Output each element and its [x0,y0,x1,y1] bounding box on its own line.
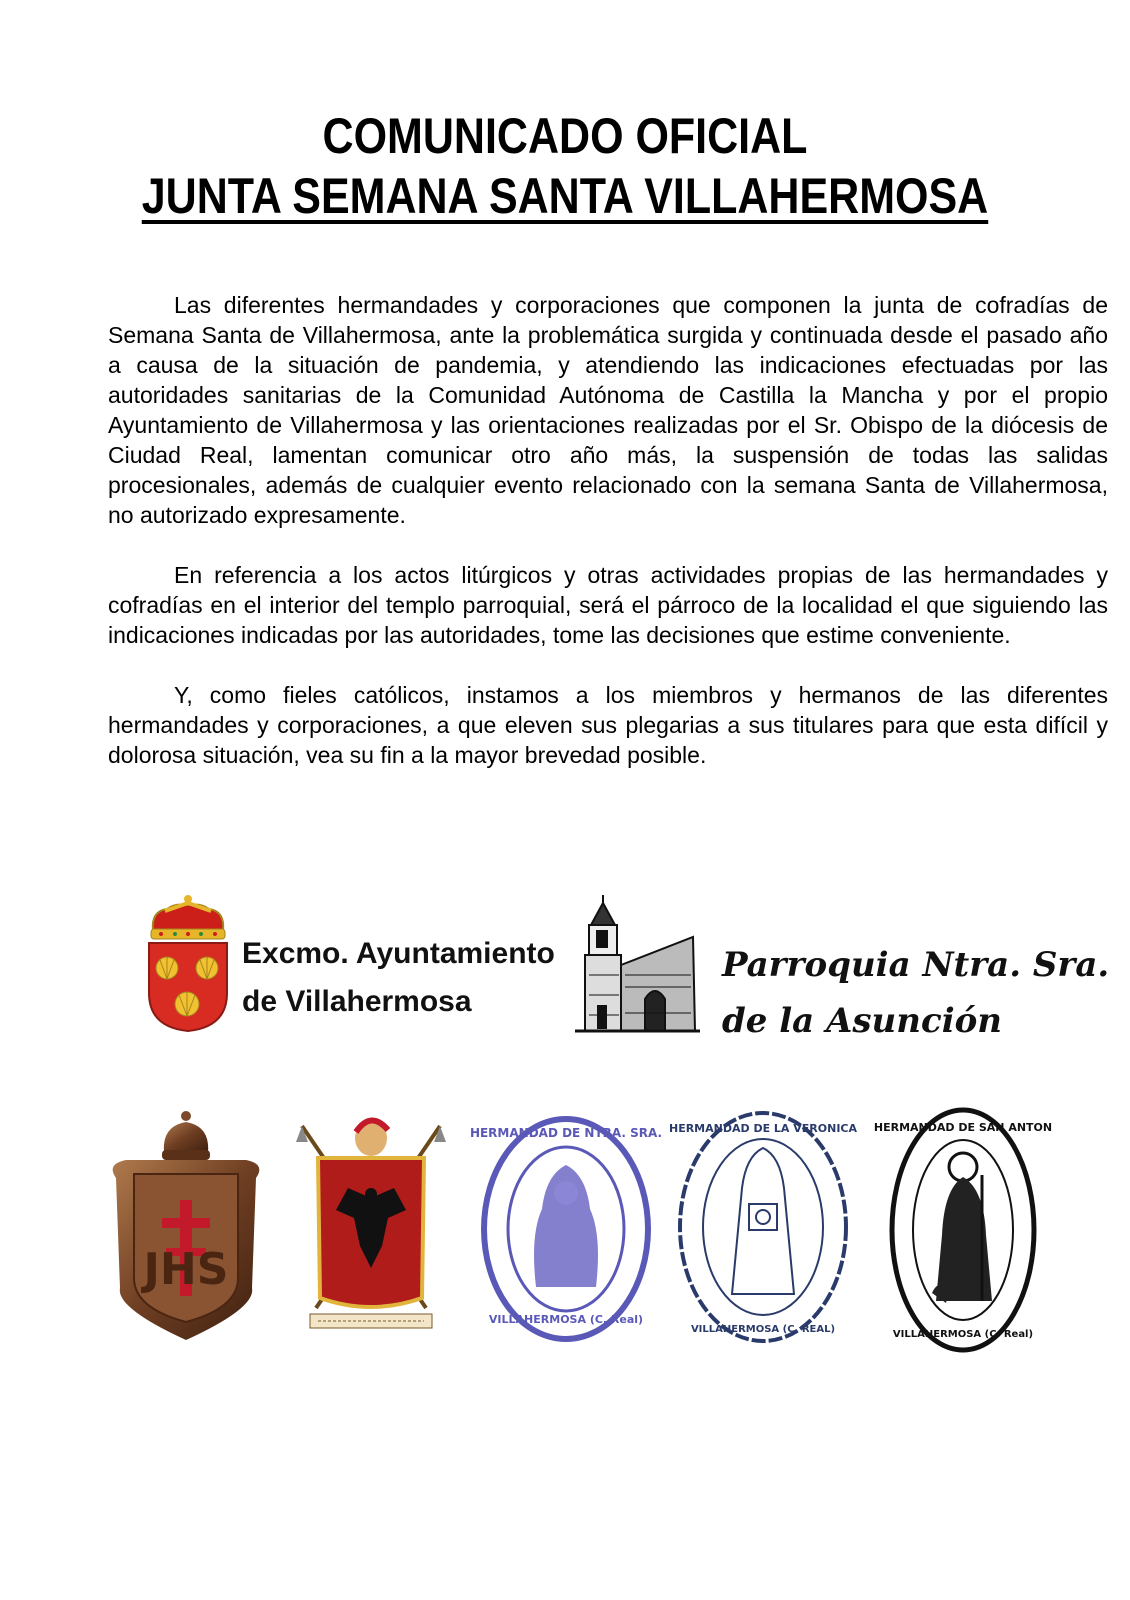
page-subtitle: JUNTA SEMANA SANTA VILLAHERMOSA [141,168,989,224]
ayuntamiento-line1: Excmo. Ayuntamiento [242,937,555,970]
svg-text:HERMANDAD DE SAN ANTON: HERMANDAD DE SAN ANTON [873,1121,1053,1134]
paragraph-2: En referencia a los actos litúrgicos y otras actividades propias de las hermandades y cofradías en el interior del templo parroquial, será el párroco de la localidad el que siguiendo las indicaciones indicadas por las autoridades, tome las decisiones que estime conveniente. [108,562,1108,648]
svg-text:HERMANDAD DE NTRA. SRA.: HERMANDAD DE NTRA. SRA. [469,1126,663,1140]
coat-of-arms-icon [145,893,231,1033]
svg-text:JHS: JHS [143,1244,229,1295]
svg-text:VILLAHERMOSA (C. Real): VILLAHERMOSA (C. Real) [892,1329,1034,1340]
paragraph-3: Y, como fieles católicos, instamos a los miembros y hermanos de las diferentes hermandades y corporaciones, a que eleven sus plegarias a sus titulares para que esta difícil y dolorosa situación, vea su fin a la mayor brevedad posible. [108,682,1108,768]
parroquia-line1: Parroquia Ntra. Sra. [722,945,1110,985]
church-icon [575,895,700,1035]
san-anton-stamp-icon [873,1105,1053,1355]
svg-text:VILLAHERMOSA (C. REAL): VILLAHERMOSA (C. REAL) [690,1324,836,1335]
ayuntamiento-name [242,930,555,1026]
page-title: COMUNICADO OFICIAL [322,108,808,164]
svg-text:HERMANDAD DE LA VERONICA: HERMANDAD DE LA VERONICA [668,1122,858,1135]
soledad-stamp-icon [469,1115,663,1343]
roman-corporation-emblem-icon [296,1118,446,1346]
parroquia-line2: de la Asunción [722,1001,1003,1041]
svg-text:VILLAHERMOSA (C. Real): VILLAHERMOSA (C. Real) [488,1313,644,1326]
paragraph-1: Las diferentes hermandades y corporaciones que componen la junta de cofradías de Semana Santa de Villahermosa, ante la problemática surgida y continuada desde el pasado año a causa de la situación de pandemia, y atendiendo las indicaciones efectuadas por las autoridades sanitarias de la Comunidad Autónoma de Castilla la Mancha y por el propio Ayuntamiento de Villahermosa y las orientaciones realizadas por el Sr. Obispo de la diócesis de Ciudad Real, lamentan comunicar otro año más, la suspensión de todas las salidas procesionales, además de cualquier evento relacionado con la semana Santa de Villahermosa, no autorizado expresamente. [108,292,1108,528]
document-body [108,290,1108,800]
parroquia-name [722,936,1109,1050]
jhs-emblem-icon [106,1108,266,1342]
veronica-stamp-icon [668,1108,858,1346]
ayuntamiento-line2: de Villahermosa [242,985,472,1018]
